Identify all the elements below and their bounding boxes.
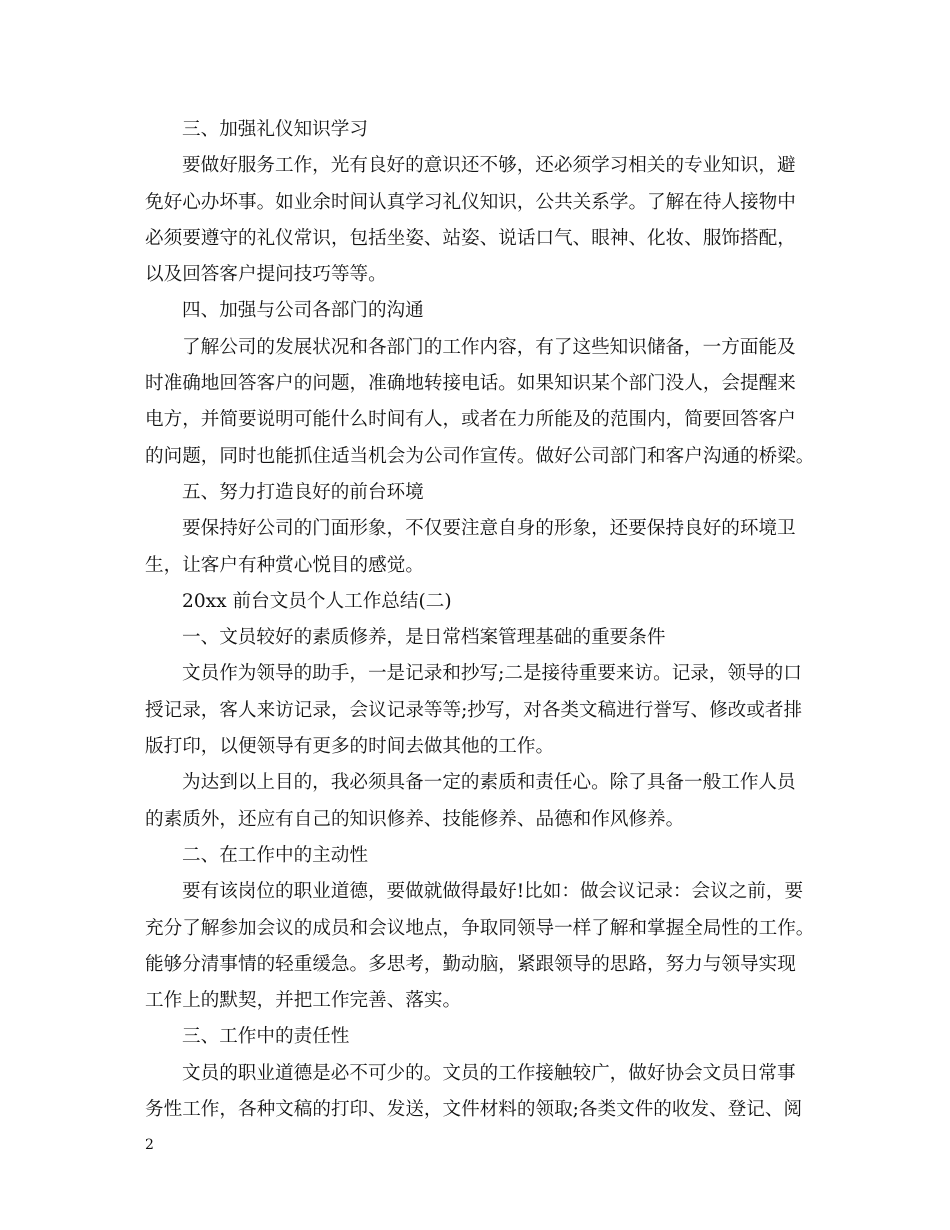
text-line: 三、加强礼仪知识学习 [182,119,368,140]
text-line: 四、加强与公司各部门的沟通 [182,300,424,322]
text-line: 文员的职业道德是必不可少的。文员的工作接触较广，做好协会文员日常事 [182,1062,796,1084]
text-line: 要保持好公司的门面形象，不仅要注意自身的形象，还要保持良好的环境卫 [182,518,796,540]
text-line: 要有该岗位的职业道德，要做就做得最好!比如：做会议记录：会议之前，要 [182,881,804,903]
text-line: 五、努力打造良好的前台环境 [182,481,424,503]
text-line: 要做好服务工作，光有良好的意识还不够，还必须学习相关的专业知识，避 [182,155,796,177]
text-line: 务性工作，各种文稿的打印、发送，文件材料的领取;各类文件的收发、登记、阅 [145,1099,803,1121]
text-line: 时准确地回答客户的问题，准确地转接电话。如果知识某个部门没人，会提醒来 [145,373,796,395]
text-line: 能够分清事情的轻重缓急。多思考，勤动脑，紧跟领导的思路，努力与领导实现 [145,953,796,975]
text-line: 一、文员较好的素质修养，是日常档案管理基础的重要条件 [182,627,666,649]
text-line: 三、工作中的责任性 [182,1026,350,1048]
document-body [145,112,815,1128]
text-line: 文员作为领导的助手，一是记录和抄写;二是接待重要来访。记录，领导的口 [182,663,802,685]
text-line: 版打印，以便领导有更多的时间去做其他的工作。 [145,736,555,758]
page-number: 2 [145,1137,154,1153]
text-line: 以及回答客户提问技巧等等。 [145,264,387,286]
text-line: 免好心办坏事。如业余时间认真学习礼仪知识，公共关系学。了解在待人接物中 [145,191,796,213]
text-line: 工作上的默契，并把工作完善、落实。 [145,990,462,1012]
text-line: 20xx 前台文员个人工作总结(二) [182,590,452,612]
text-line: 了解公司的发展状况和各部门的工作内容，有了这些知识储备，一方面能及 [182,336,796,358]
text-line: 生，让客户有种赏心悦目的感觉。 [145,554,424,576]
text-line: 充分了解参加会议的成员和会议地点，争取同领导一样了解和掌握全局性的工作。 [145,917,815,939]
text-line: 的素质外，还应有自己的知识修养、技能修养、品德和作风修养。 [145,808,685,830]
text-line: 电方，并简要说明可能什么时间有人，或者在力所能及的范围内，简要回答客户 [145,409,796,431]
text-line: 授记录，客人来访记录，会议记录等等;抄写，对各类文稿进行誉写、修改或者排 [145,699,803,721]
text-line: 必须要遵守的礼仪常识，包括坐姿、站姿、说话口气、眼神、化妆、服饰搭配， [145,227,796,249]
text-line: 的问题，同时也能抓住适当机会为公司作宣传。做好公司部门和客户沟通的桥梁。 [145,445,815,467]
text-line: 为达到以上目的，我必须具备一定的素质和责任心。除了具备一般工作人员 [182,772,796,794]
text-line: 二、在工作中的主动性 [182,844,368,866]
